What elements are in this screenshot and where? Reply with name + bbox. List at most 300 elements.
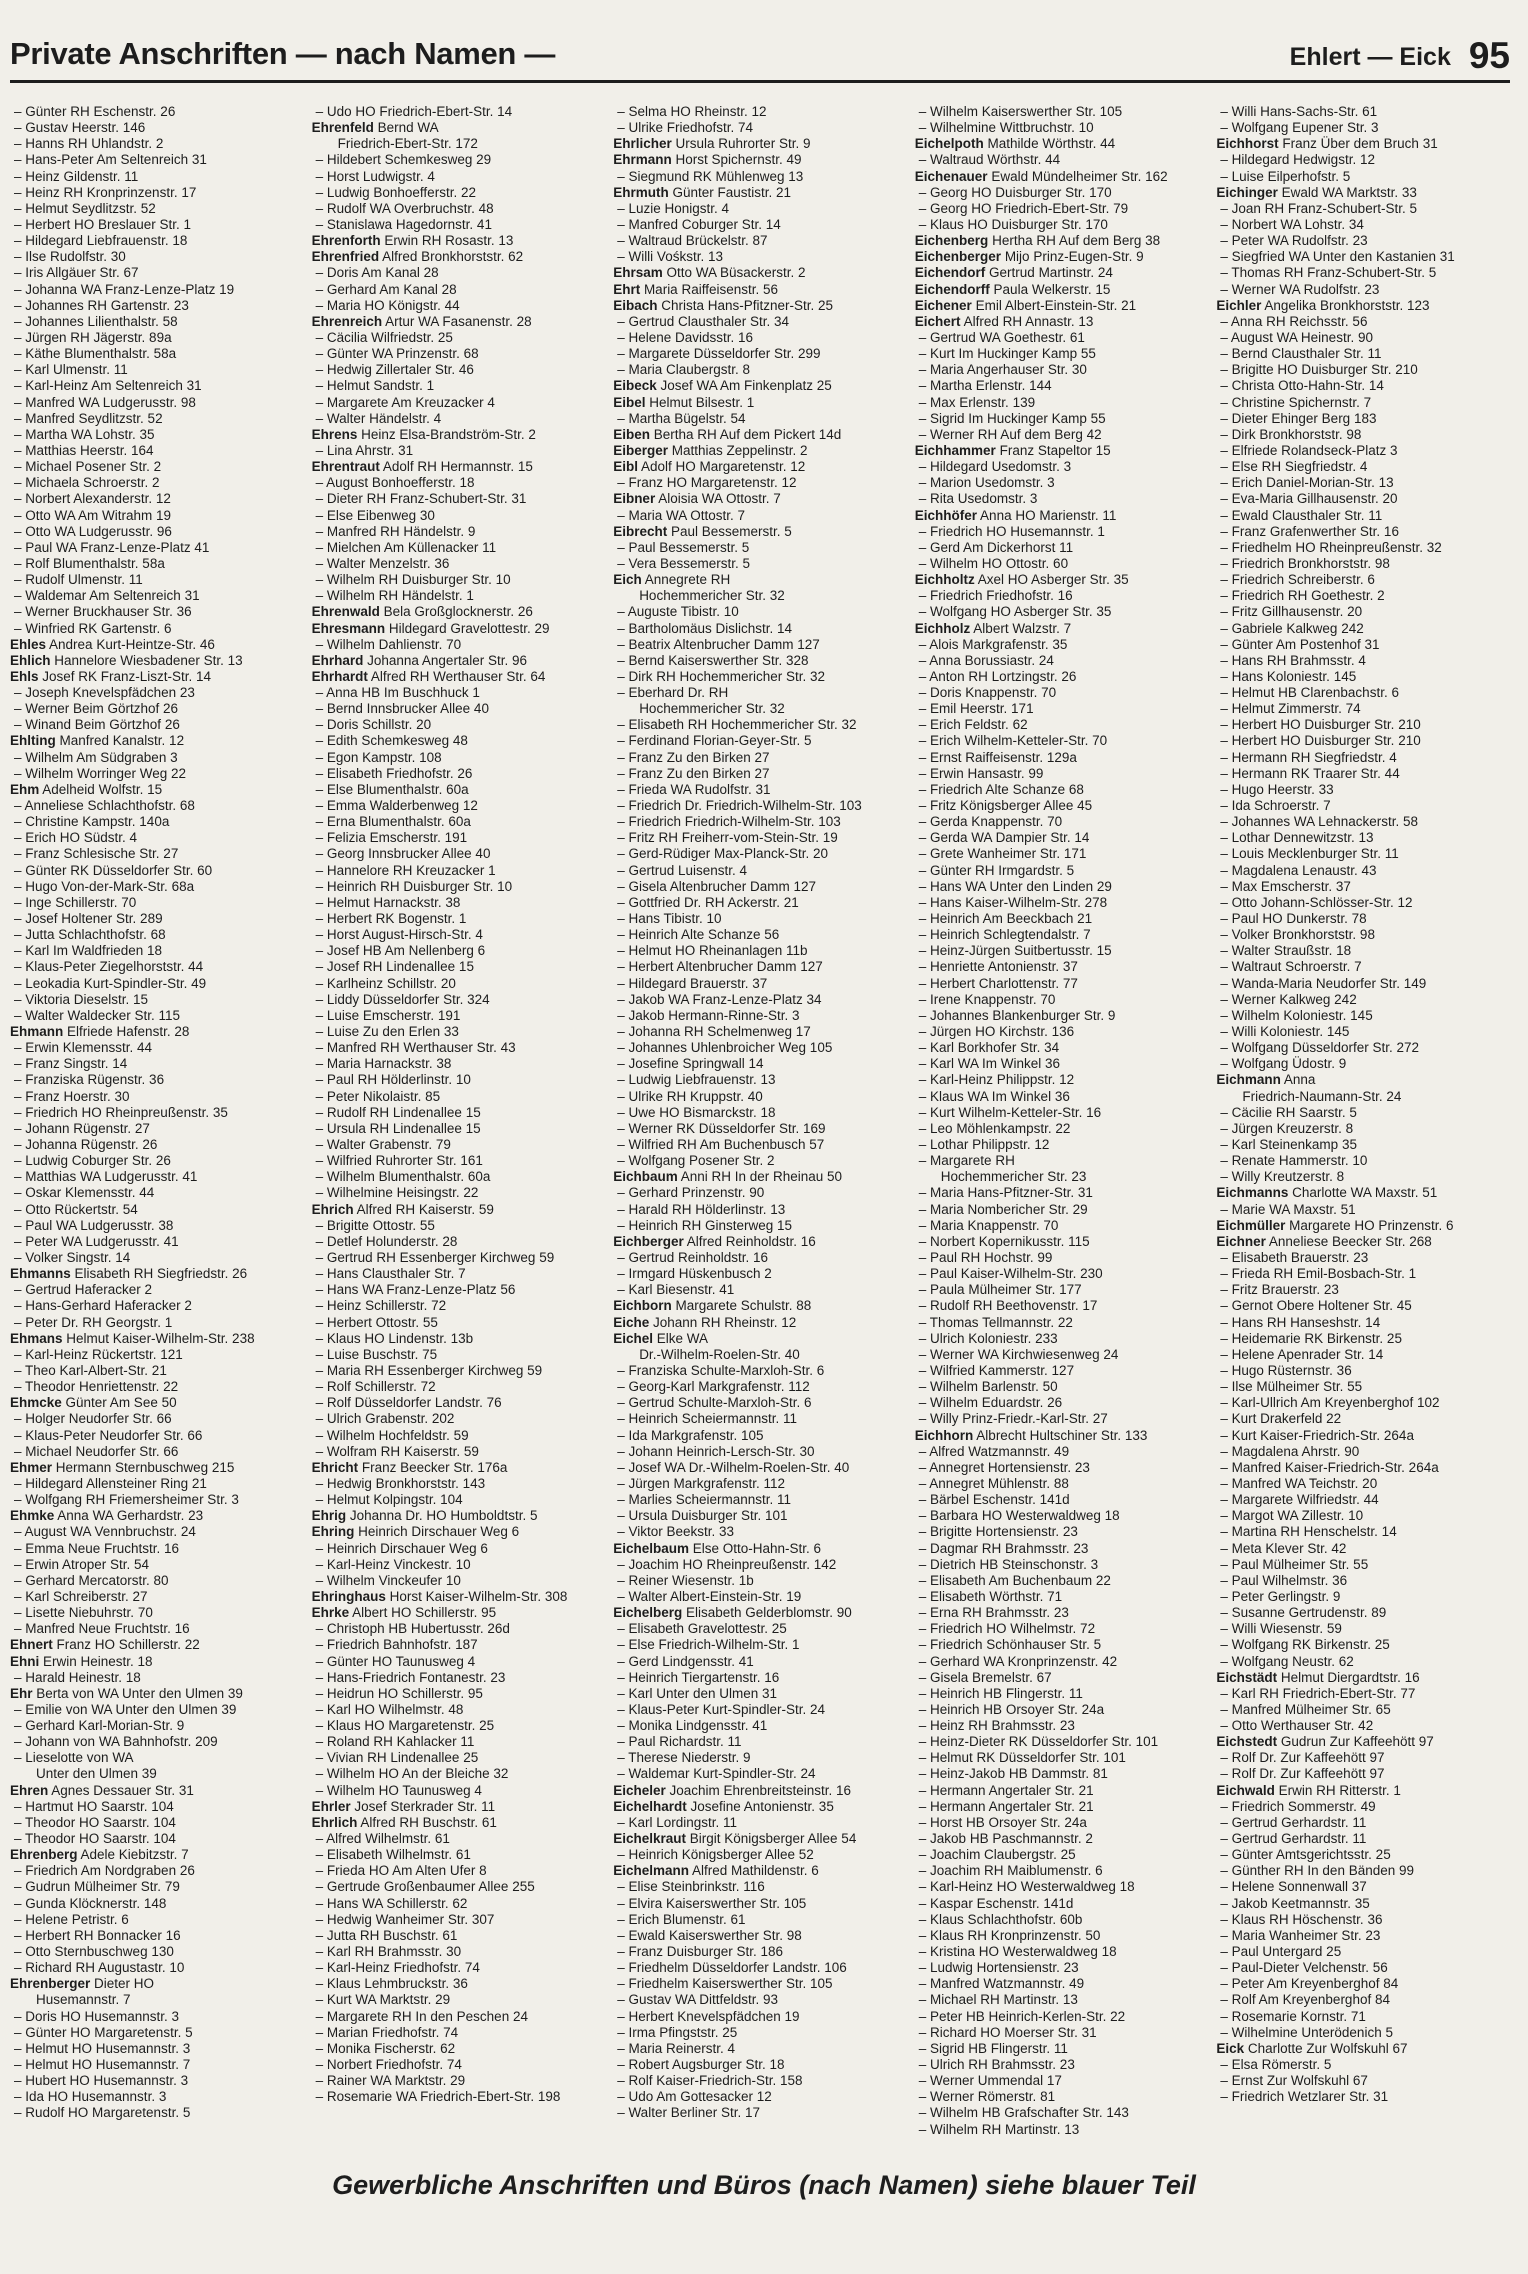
entry: – Karl RH Friedrich-Ebert-Str. 77 (1220, 1685, 1416, 1701)
entry: – Vera Bessemerstr. 5 (617, 555, 750, 571)
entry: – Bernd Innsbrucker Allee 40 (315, 701, 489, 717)
entry: – Manfred Kaiser-Friedrich-Str. 264a (1220, 1459, 1439, 1475)
entry: – Erich HO Südstr. 4 (14, 830, 138, 846)
entry-head: Ehmcke Günter Am See 50 (10, 1395, 177, 1411)
entry: – Gertrud Reinholdstr. 16 (617, 1249, 769, 1265)
entry: – Else Eibenweg 30 (315, 507, 435, 523)
entry: – Elisabeth Gravelottestr. 25 (617, 1621, 787, 1637)
entry-head: Ehrler Josef Sterkrader Str. 11 (311, 1798, 496, 1814)
family-name: Ehresmann (311, 620, 386, 636)
entry-head: Eiche Johann RH Rheinstr. 12 (613, 1314, 797, 1330)
entry: – Wilfried Kammerstr. 127 (918, 1362, 1075, 1378)
family-name: Eichstädt (1216, 1669, 1278, 1685)
entry-head: Ehrenberg Adele Kiebitzstr. 7 (10, 1847, 189, 1863)
entry: – Fritz Brauerstr. 23 (1220, 1282, 1339, 1298)
family-name: Eich (613, 572, 642, 588)
entry: – Werner RK Düsseldorfer Str. 169 (617, 1120, 826, 1136)
family-name: Eichmann (1216, 1072, 1281, 1088)
family-name: Ehm (10, 781, 40, 797)
entry: – Hans RH Hanseshstr. 14 (1220, 1314, 1381, 1330)
entry: – Willi Koloniestr. 145 (1220, 1024, 1350, 1040)
family-name: Ehmans (10, 1330, 63, 1346)
entry: – Gerd Am Dickerhorst 11 (918, 539, 1074, 555)
entry: – Marlies Scheiermannstr. 11 (617, 1492, 792, 1508)
entry: – Klaus-Peter Ziegelhorststr. 44 (14, 959, 204, 975)
entry-head: Ehrke Albert HO Schillerstr. 95 (311, 1605, 497, 1621)
entry: – Thomas Tellmannstr. 22 (918, 1314, 1073, 1330)
entry: – Martha Erlenstr. 144 (918, 378, 1052, 394)
entry: – Karl-Heinz Philippstr. 12 (918, 1072, 1075, 1088)
entry: – Hugo Von-der-Mark-Str. 68a (14, 878, 195, 894)
entry: – Werner Römerstr. 81 (918, 2089, 1056, 2105)
entry-head: Ehm Adelheid Wolfstr. 15 (10, 781, 163, 797)
entry: – Rolf Düsseldorfer Landstr. 76 (315, 1395, 502, 1411)
entry: – Helene Sonnenwall 37 (1220, 1879, 1367, 1895)
entry: – Karl HO Wilhelmstr. 48 (315, 1701, 464, 1717)
page-header (10, 28, 1510, 83)
family-name: Eibrecht (613, 523, 668, 539)
entry: – Josef WA Dr.-Wilhelm-Roelen-Str. 40 (617, 1459, 850, 1475)
entry: – Otto WA Ludgerusstr. 96 (14, 523, 172, 539)
entry: – Cäcilia Wilfriedstr. 25 (315, 329, 453, 345)
entry: – Ferdinand Florian-Geyer-Str. 5 (617, 733, 812, 749)
entry: – Franz Zu den Birken 27 (617, 765, 770, 781)
family-name: Ehrenfeld (311, 120, 374, 136)
entry: – Wilhelm RH Martinstr. 13 (918, 2121, 1080, 2137)
entry: – Gerhard Karl-Morian-Str. 9 (14, 1718, 185, 1734)
entry: – Herbert Knevelspfädchen 19 (617, 2008, 800, 2024)
entry: – Dirk RH Hochemmericher Str. 32 (617, 668, 825, 684)
entry: – Hermann Angertaler Str. 21 (918, 1798, 1094, 1814)
entry-head: Eichhorn Albrecht Hultschiner Str. 133 (914, 1427, 1148, 1443)
entry: – Siegmund RK Mühlenweg 13 (617, 168, 804, 184)
entry: – Lina Ahrstr. 31 (315, 442, 414, 458)
entry: – Manfred Seydlitzstr. 52 (14, 410, 163, 426)
entry: – Hugo Rüsternstr. 36 (1220, 1362, 1352, 1378)
family-name: Ehrenforth (311, 233, 381, 249)
entry: – Friedhelm Kaiserswerther Str. 105 (617, 1976, 833, 1992)
entry: – Richard RH Augustastr. 10 (14, 1960, 185, 1976)
entry: – Oskar Klemensstr. 44 (14, 1185, 155, 1201)
entry: – Karl RH Brahmsstr. 30 (315, 1944, 462, 1960)
entry-head: Eichmanns Charlotte WA Maxstr. 51 (1216, 1185, 1438, 1201)
entry: – Erwin Klemensstr. 44 (14, 1040, 153, 1056)
entry: – Ewald Clausthaler Str. 11 (1220, 507, 1383, 523)
entry: – Jürgen Markgrafenstr. 112 (617, 1475, 786, 1491)
entry-head: Ehrenforth Erwin RH Rosastr. 13 (311, 233, 514, 249)
entry: – Joachim Claubergstr. 25 (918, 1847, 1076, 1863)
entry: – Waltraud Brückelstr. 87 (617, 233, 768, 249)
entry: – Doris Knappenstr. 70 (918, 685, 1057, 701)
entry: – Peter Gerlingstr. 9 (1220, 1588, 1341, 1604)
entry: – Hermann Angertaler Str. 21 (918, 1782, 1094, 1798)
entry: – Irma Pfingststr. 25 (617, 2024, 738, 2040)
entry: – Grete Wanheimer Str. 171 (918, 846, 1087, 862)
entry: – Hans WA Franz-Lenze-Platz 56 (315, 1282, 516, 1298)
entry: – Ulrich Grabenstr. 202 (315, 1411, 455, 1427)
entry-head: Eichbaum Anni RH In der Rheinau 50 (613, 1169, 843, 1185)
entry: – Paul Untergard 25 (1220, 1944, 1342, 1960)
entry: – Rudolf Ulmenstr. 11 (14, 572, 143, 588)
entry: – Helmut Kolpingstr. 104 (315, 1492, 463, 1508)
entry: – Käthe Blumenthalstr. 58a (14, 346, 177, 362)
entry: – Ilse Mülheimer Str. 55 (1220, 1379, 1363, 1395)
entry-head: Ehmke Anna WA Gerhardstr. 23 (10, 1508, 204, 1524)
entry-head: Eichhorst Franz Über dem Bruch 31 (1216, 136, 1438, 152)
entry: – Ludwig Liebfrauenstr. 13 (617, 1072, 776, 1088)
entry: – Doris Schillstr. 20 (315, 717, 432, 733)
entry-head: Eichenauer Ewald Mündelheimer Str. 162 (914, 168, 1168, 184)
entry: – Willy Prinz-Friedr.-Karl-Str. 27 (918, 1411, 1108, 1427)
entry-head: Ehmans Helmut Kaiser-Wilhelm-Str. 238 (10, 1330, 255, 1346)
entry-head: Ehrhard Johanna Angertaler Str. 96 (311, 652, 527, 668)
entry: – Wilhelm Eduardstr. 26 (918, 1395, 1063, 1411)
entry: – Elise Steinbrinkstr. 116 (617, 1879, 765, 1895)
entry: – Joachim HO Rheinpreußenstr. 142 (617, 1556, 837, 1572)
family-name: Ehls (10, 668, 39, 684)
entry: – Heinrich Tiergartenstr. 16 (617, 1669, 780, 1685)
entry: – Paul RH Hölderlinstr. 10 (315, 1072, 471, 1088)
entry: – Josef HB Am Nellenberg 6 (315, 943, 486, 959)
entry-head: Eichelberg Elisabeth Gelderblomstr. 90 (613, 1605, 852, 1621)
entry: – Eva-Maria Gillhausenstr. 20 (1220, 491, 1398, 507)
family-name: Eichholz (914, 620, 971, 636)
entry: – Eberhard Dr. RH (617, 685, 729, 701)
entry: – Martina RH Henschelstr. 14 (1220, 1524, 1397, 1540)
entry-head: Ehrig Johanna Dr. HO Humboldtstr. 5 (311, 1508, 538, 1524)
entry: – Ulrike Friedhofstr. 74 (617, 120, 753, 136)
entry-head: Eichhöfer Anna HO Marienstr. 11 (914, 507, 1117, 523)
entry-head: Ehrsam Otto WA Büsackerstr. 2 (613, 265, 806, 281)
entry-head: Eiben Bertha RH Auf dem Pickert 14d (613, 426, 842, 442)
entry: – Irmgard Hüskenbusch 2 (617, 1266, 772, 1282)
entry: – Maria Hans-Pfitzner-Str. 31 (918, 1185, 1093, 1201)
entry: – Hubert HO Husemannstr. 3 (14, 2073, 189, 2089)
entry: – Hermann RH Siegfriedstr. 4 (1220, 749, 1397, 765)
entry: – Peter WA Ludgerusstr. 41 (14, 1233, 179, 1249)
entry: – Else RH Siegfriedstr. 4 (1220, 459, 1368, 475)
entry: – Herbert RH Bonnacker 16 (14, 1927, 181, 1943)
entry: – Heinrich Schlegtendalstr. 7 (918, 927, 1091, 943)
entry: – Wolfram RH Kaiserstr. 59 (315, 1443, 479, 1459)
family-name: Eichert (914, 313, 961, 329)
entry-head: Ehrenfeld Bernd WA (311, 120, 439, 136)
entry: – Wilfried Ruhrorter Str. 161 (315, 1153, 483, 1169)
entry: – Helmut HB Clarenbachstr. 6 (1220, 685, 1399, 701)
entry: – Margarete RH (918, 1153, 1015, 1169)
entry: – Ludwig Hortensienstr. 23 (918, 1960, 1079, 1976)
family-name: Ehrenwald (311, 604, 380, 620)
entry: – Gottfried Dr. RH Ackerstr. 21 (617, 894, 799, 910)
entry: – Johannes WA Lehnackerstr. 58 (1220, 814, 1418, 830)
entry: – Klaus WA Im Winkel 36 (918, 1088, 1070, 1104)
entry: – Helmut Seydlitzstr. 52 (14, 200, 156, 216)
entry: – Egon Kampstr. 108 (315, 749, 442, 765)
entry: – Marian Friedhofstr. 74 (315, 2024, 459, 2040)
entry: – Ernst Raiffeisenstr. 129a (918, 749, 1077, 765)
entry-head: Eichelkraut Birgit Königsberger Allee 54 (613, 1831, 857, 1847)
family-name: Eibeck (613, 378, 657, 394)
entry: – Karl Borkhofer Str. 34 (918, 1040, 1060, 1056)
entry-continuation: Hochemmericher Str. 32 (639, 701, 785, 717)
family-name: Eichmüller (1216, 1217, 1286, 1233)
entry: – Karl Unter den Ulmen 31 (617, 1685, 778, 1701)
entry: – Heinz Schillerstr. 72 (315, 1298, 447, 1314)
family-name: Eichelhardt (613, 1798, 687, 1814)
entry: – Brigitte HO Duisburger Str. 210 (1220, 362, 1418, 378)
entry: – Franziska Rügenstr. 36 (14, 1072, 165, 1088)
entry: – Felizia Emscherstr. 191 (315, 830, 468, 846)
entry-head: Eick Charlotte Zur Wolfskuhl 67 (1216, 2040, 1408, 2056)
entry-head: Ehles Andrea Kurt-Heintze-Str. 46 (10, 636, 215, 652)
entry: – Magdalena Lenaustr. 43 (1220, 862, 1377, 878)
entry-head: Eiberger Matthias Zeppelinstr. 2 (613, 442, 808, 458)
entry: – Franz HO Margaretenstr. 12 (617, 475, 797, 491)
entry-head: Ehren Agnes Dessauer Str. 31 (10, 1782, 194, 1798)
entry: – Bernd Kaiserswerther Str. 328 (617, 652, 809, 668)
entry: – Doris HO Husemannstr. 3 (14, 2008, 180, 2024)
entry: – Klaus Schlachthofstr. 60b (918, 1911, 1083, 1927)
family-name: Eicheler (613, 1782, 666, 1798)
entry: – Fritz Gillhausenstr. 20 (1220, 604, 1363, 620)
entry: – Klaus HO Lindenstr. 13b (315, 1330, 474, 1346)
entry: – Marion Usedomstr. 3 (918, 475, 1055, 491)
column-5 (1216, 104, 1510, 2139)
entry: – Paul HO Dunkerstr. 78 (1220, 911, 1367, 927)
family-name: Eick (1216, 2040, 1245, 2056)
family-name: Eichborn (613, 1298, 672, 1314)
entry: – Anton RH Lortzingstr. 26 (918, 668, 1077, 684)
entry: – Gertrud Clausthaler Str. 34 (617, 313, 790, 329)
entry: – Ludwig Bonhoefferstr. 22 (315, 184, 476, 200)
family-name: Ehrig (311, 1508, 347, 1524)
entry: – Franz Zu den Birken 27 (617, 749, 770, 765)
entry: – Hans Kaiser-Wilhelm-Str. 278 (918, 894, 1108, 910)
entry: – Kurt Im Huckinger Kamp 55 (918, 346, 1096, 362)
entry: – Hildegard Usedomstr. 3 (918, 459, 1072, 475)
entry: – Helene Davidsstr. 16 (617, 329, 754, 345)
entry: – Volker Singstr. 14 (14, 1249, 131, 1265)
entry: – Waltraud Wörthstr. 44 (918, 152, 1061, 168)
family-name: Ehrenreich (311, 313, 383, 329)
entry: – Monika Fischerstr. 62 (315, 2040, 456, 2056)
entry-head: Eichelbaum Else Otto-Hahn-Str. 6 (613, 1540, 822, 1556)
family-name: Eichbaum (613, 1169, 678, 1185)
entry: – Viktor Beekstr. 33 (617, 1524, 735, 1540)
entry: – Lothar Dennewitzstr. 13 (1220, 830, 1374, 846)
family-name: Eichner (1216, 1233, 1266, 1249)
entry: – Wolfgang Neustr. 62 (1220, 1653, 1354, 1669)
entry: – Johanna RH Schelmenweg 17 (617, 1024, 811, 1040)
entry: – Wilhelm Am Südgraben 3 (14, 749, 178, 765)
family-name: Eichenberg (914, 233, 989, 249)
entry: – Bartholomäus Dislichstr. 14 (617, 620, 793, 636)
family-name: Ehmke (10, 1508, 55, 1524)
entry: – Hedwig Bronkhorststr. 143 (315, 1475, 486, 1491)
entry-continuation: Husemannstr. 7 (36, 1992, 131, 2008)
entry: – Edith Schemkesweg 48 (315, 733, 468, 749)
entry: – Irene Knappenstr. 70 (918, 991, 1056, 1007)
entry-head: Eichelmann Alfred Mathildenstr. 6 (613, 1863, 819, 1879)
family-name: Ehrmann (613, 152, 672, 168)
entry-head: Ehringhaus Horst Kaiser-Wilhelm-Str. 308 (311, 1588, 568, 1604)
entry: – Helmut HO Husemannstr. 3 (14, 2040, 191, 2056)
entry: – Frieda WA Rudolfstr. 31 (617, 781, 771, 797)
entry-head: Eichberger Alfred Reinholdstr. 16 (613, 1233, 816, 1249)
entry: – Viktoria Dieselstr. 15 (14, 991, 149, 1007)
entry: – Friedrich HO Rheinpreußenstr. 35 (14, 1104, 228, 1120)
entry-head: Ehrens Heinz Elsa-Brandström-Str. 2 (311, 426, 536, 442)
entry: – Walter Albert-Einstein-Str. 19 (617, 1588, 802, 1604)
family-name: Ehrenfried (311, 249, 380, 265)
entry: – Anneliese Schlachthofstr. 68 (14, 798, 195, 814)
entry: – Therese Niederstr. 9 (617, 1750, 751, 1766)
entry: – Johannes Uhlenbroicher Weg 105 (617, 1040, 833, 1056)
entry: – Lisette Niebuhrstr. 70 (14, 1605, 153, 1621)
entry-head: Eibl Adolf HO Margaretenstr. 12 (613, 459, 806, 475)
entry: – Franziska Schulte-Marxloh-Str. 6 (617, 1362, 825, 1378)
family-name: Eichenauer (914, 168, 988, 184)
entry: – Friedrich Wetzlarer Str. 31 (1220, 2089, 1389, 2105)
entry: – Hartmut HO Saarstr. 104 (14, 1798, 174, 1814)
entry: – Jutta RH Buschstr. 61 (315, 1927, 458, 1943)
entry: – Renate Hammerstr. 10 (1220, 1153, 1368, 1169)
entry: – Georg HO Duisburger Str. 170 (918, 184, 1112, 200)
family-name: Eichinger (1216, 184, 1278, 200)
entry-head: Ehrenreich Artur WA Fasanenstr. 28 (311, 313, 532, 329)
entry: – Wilhelm Kaiserswerther Str. 105 (918, 104, 1123, 119)
entry: – Lothar Philippstr. 12 (918, 1137, 1050, 1152)
entry: – Monika Lindgensstr. 41 (617, 1718, 768, 1734)
entry: – Detlef Holunderstr. 28 (315, 1233, 458, 1249)
entry: – Franz Singstr. 14 (14, 1056, 128, 1072)
entry: – Michael Posener Str. 2 (14, 459, 162, 475)
entry: – Bärbel Eschenstr. 141d (918, 1492, 1070, 1508)
entry: – Heinz-Jürgen Suitbertusstr. 15 (918, 943, 1112, 959)
entry: – Norbert Kopernikusstr. 115 (918, 1233, 1090, 1249)
entry: – Gunda Klöcknerstr. 148 (14, 1895, 167, 1911)
entry: – Wolfgang Eupener Str. 3 (1220, 120, 1379, 136)
family-name: Ehrlich (311, 1814, 358, 1830)
entry-head: Eichstädt Helmut Diergardtstr. 16 (1216, 1669, 1420, 1685)
entry: – Doris Am Kanal 28 (315, 265, 439, 281)
entry: – Frieda RH Emil-Bosbach-Str. 1 (1220, 1266, 1417, 1282)
entry: – Theodor Henriettenstr. 22 (14, 1379, 179, 1395)
family-name: Eichener (914, 297, 972, 313)
entry: – Hildegard Hedwigstr. 12 (1220, 152, 1375, 168)
entry: – Maria WA Ottostr. 7 (617, 507, 745, 523)
entry: – Rudolf RH Lindenallee 15 (315, 1104, 481, 1120)
entry: – Karl-Heinz Friedhofstr. 74 (315, 1960, 480, 1976)
entry-head: Eibel Helmut Bilsestr. 1 (613, 394, 755, 410)
entry: – Wanda-Maria Neudorfer Str. 149 (1220, 975, 1427, 991)
entry: – Herbert Ottostr. 55 (315, 1314, 438, 1330)
entry: – Werner Ummendal 17 (918, 2073, 1062, 2089)
entry: – Rolf Schillerstr. 72 (315, 1379, 436, 1395)
entry: – Josef RH Lindenallee 15 (315, 959, 474, 975)
entry-continuation: Hochemmericher Str. 23 (940, 1169, 1087, 1185)
entry: – Otto WA Am Witrahm 19 (14, 507, 172, 523)
entry: – Paula Mülheimer Str. 177 (918, 1282, 1082, 1298)
entry: – Gabriele Kalkweg 242 (1220, 620, 1364, 636)
entry: – Siegfried WA Unter den Kastanien 31 (1220, 249, 1455, 265)
entry: – Friedrich Sommerstr. 49 (1220, 1798, 1376, 1814)
entry: – Michaela Schroerstr. 2 (14, 475, 160, 491)
entry: – Reiner Wiesenstr. 1b (617, 1572, 754, 1588)
entry: – Klaus HO Duisburger Str. 170 (918, 216, 1108, 232)
entry-head: Ehmanns Elisabeth RH Siegfriedstr. 26 (10, 1266, 248, 1282)
entry: – Alois Markgrafenstr. 35 (918, 636, 1068, 652)
entry: – Ludwig Coburger Str. 26 (14, 1153, 171, 1169)
entry: – Friedrich Dr. Friedrich-Wilhelm-Str. 103 (617, 798, 862, 814)
family-name: Ehrmuth (613, 184, 669, 200)
entry: – Joseph Knevelspfädchen 23 (14, 685, 195, 701)
entry: – Mielchen Am Küllenacker 11 (315, 539, 497, 555)
entry: – Walter Händelstr. 4 (315, 410, 442, 426)
entry-head: Ehr Berta von WA Unter den Ulmen 39 (10, 1685, 243, 1701)
entry: – Otto Werthauser Str. 42 (1220, 1718, 1374, 1734)
family-name: Eichelkraut (613, 1831, 686, 1847)
entry: – Elisabeth Brauerstr. 23 (1220, 1249, 1369, 1265)
entry: – Friedrich Friedhofstr. 16 (918, 588, 1073, 604)
entry: – Wolfgang RH Friemersheimer Str. 3 (14, 1492, 239, 1508)
entry-head: Eichel Elke WA (613, 1330, 708, 1346)
entry: – Paul RH Hochstr. 99 (918, 1249, 1053, 1265)
entry: – Johannes Blankenburger Str. 9 (918, 1007, 1116, 1023)
entry: – Helene Apenrader Str. 14 (1220, 1346, 1384, 1362)
entry: – Wolfgang Posener Str. 2 (617, 1153, 775, 1169)
entry: – Rolf Dr. Zur Kaffeehött 97 (1220, 1766, 1385, 1782)
entry: – Erich Wilhelm-Ketteler-Str. 70 (918, 733, 1108, 749)
entry-head: Ehrt Maria Raiffeisenstr. 56 (613, 281, 779, 297)
entry: – Wilhelm HO Taunusweg 4 (315, 1782, 482, 1798)
entry: – Ernst Zur Wolfskuhl 67 (1220, 2073, 1368, 2089)
entry: – Gertrud Gerhardstr. 11 (1220, 1831, 1367, 1847)
entry-head: Eichmann Anna (1216, 1072, 1316, 1088)
family-name: Eichelbaum (613, 1540, 689, 1556)
entry: – Karl Biesenstr. 41 (617, 1282, 735, 1298)
family-name: Ehmcke (10, 1395, 62, 1411)
entry: – Manfred Coburger Str. 14 (617, 216, 781, 232)
entry: – Hildegard Brauerstr. 37 (617, 975, 768, 991)
entry: – Paul Wilhelmstr. 36 (1220, 1572, 1348, 1588)
entry: – Wilhelm Dahlienstr. 70 (315, 636, 462, 652)
entry: – Herbert Altenbrucher Damm 127 (617, 959, 823, 975)
entry: – Kurt WA Marktstr. 29 (315, 1992, 451, 2008)
entry: – Anna HB Im Buschhuck 1 (315, 685, 480, 701)
entry: – Dietrich HB Steinschonstr. 3 (918, 1556, 1099, 1572)
entry: – Karl Ulmenstr. 11 (14, 362, 128, 378)
entry: – Emil Heerstr. 171 (918, 701, 1034, 717)
entry: – Udo Am Gottesacker 12 (617, 2089, 772, 2105)
entry: – Werner Bruckhauser Str. 36 (14, 604, 192, 620)
entry: – Hans Tibistr. 10 (617, 911, 722, 927)
entry-head: Ehmann Elfriede Hafenstr. 28 (10, 1024, 190, 1040)
entry-head: Eibner Aloisia WA Ottostr. 7 (613, 491, 781, 507)
entry: – Gertrude Großenbaumer Allee 255 (315, 1879, 535, 1895)
entry: – Walter Menzelstr. 36 (315, 555, 450, 571)
entry: – Günter HO Margaretenstr. 5 (14, 2024, 193, 2040)
entry: – Wilhelm Worringer Weg 22 (14, 765, 187, 781)
entry: – Gerd Lindgensstr. 41 (617, 1653, 754, 1669)
entry-continuation: Hochemmericher Str. 32 (639, 588, 785, 604)
entry: – Margarete Am Kreuzacker 4 (315, 394, 495, 410)
entry: – Hans-Peter Am Seltenreich 31 (14, 152, 207, 168)
family-name: Ehrt (613, 281, 641, 297)
entry: – Sigrid HB Flingerstr. 11 (918, 2040, 1068, 2056)
entry: – Christa Otto-Hahn-Str. 14 (1220, 378, 1384, 394)
entry: – Friedrich HO Husemannstr. 1 (918, 523, 1105, 539)
